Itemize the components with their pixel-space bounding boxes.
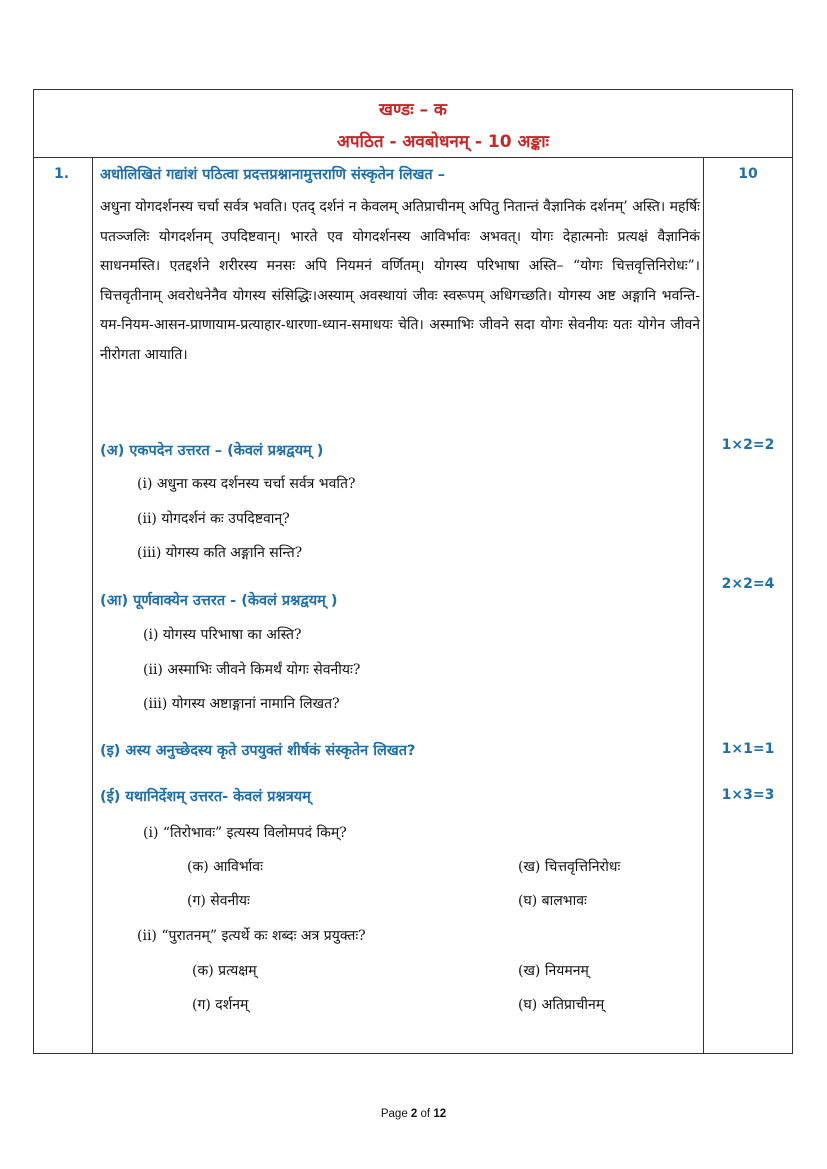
q2-option-kha: (ख) नियमनम्: [518, 963, 589, 979]
q1-option-kha: (ख) चित्तवृत्तिनिरोधः: [518, 859, 621, 875]
part-aa-question-3: (iii) योगस्य अष्टाङ्गानां नामानि लिखत?: [143, 696, 340, 712]
q1-option-ga: (ग) सेवनीयः: [187, 893, 250, 909]
page-word: Page: [380, 1108, 408, 1120]
q2-option-ga: (ग) दर्शनम्: [192, 997, 249, 1013]
page-current: 2: [410, 1108, 418, 1120]
number-column-divider: [92, 157, 93, 1054]
section-subtitle: अपठित - अवबोधनम् - 10 अङ्काः: [336, 132, 550, 152]
q2-option-gha: (घ) अतिप्राचीनम्: [518, 997, 605, 1013]
part-a-question-2: (ii) योगदर्शनं कः उपदिष्टवान्?: [137, 511, 290, 527]
q2-option-ka: (क) प्रत्यक्षम्: [192, 963, 257, 979]
part-ii-question-2: (ii) “पुरातनम्” इत्यर्थे कः शब्दः अत्र प्रयुक्तः?: [137, 928, 366, 944]
part-i-marks: 1×1=1: [721, 741, 775, 757]
part-aa-marks: 2×2=4: [721, 576, 775, 592]
marks-column-divider: [703, 157, 704, 1054]
question-number: 1.: [54, 166, 70, 182]
q1-option-ka: (क) आविर्भावः: [187, 859, 263, 875]
q1-option-gha: (घ) बालभावः: [518, 893, 587, 909]
passage-text: अधुना योगदर्शनस्य चर्चा सर्वत्र भवति। एतद् दर्शनं न केवलम् अतिप्राचीनम् अपितु नितान्तं वैज्ञानिकं दर्शनम्’ अस्ति। महर्षिः पतञ्जलिः योगदर्शनम् उपदिष्टवान्। भारते एव योगदर्शनस्य आविर्भावः अभवत्। योगः देहात्मनोः प्रत्यक्षं वैज्ञानिकं साधनमस्ति। एतद्दर्शने शरीरस्य मनसः अपि नियमनं वर्णितम्। योगस्य परिभाषा अस्ति– “योगः चित्तवृत्तिनिरोधः”। चित्तवृतीनाम् अवरोधनेनैव योगस्य संसिद्धिः।अस्याम् अवस्थायां जीवः स्वरूपम् अधिगच्छति। योगस्य अष्ट अङ्गानि भवन्ति- यम-नियम-आसन-प्राणायाम-प्रत्याहार-धारणा-ध्यान-समाधयः चेति। अस्माभिः जीवने सदा योगः सेवनीयः यतः योगेन जीवने नीरोगता आयाति।: [100, 199, 700, 363]
page-of: of: [420, 1108, 431, 1120]
part-a-heading: (अ) एकपदेन उत्तरत – (केवलं प्रश्नद्वयम् ): [100, 443, 324, 459]
part-aa-question-2: (ii) अस्माभिः जीवने किमर्थं योगः सेवनीयः?: [143, 662, 361, 678]
part-ii-heading: (ई) यथानिर्देशम् उत्तरत- केवलं प्रश्नत्रयम्: [100, 789, 311, 805]
question-instruction: अधोलिखितं गद्यांशं पठित्वा प्रदत्तप्रश्नानामुत्तराणि संस्कृतेन लिखत –: [100, 167, 445, 183]
page-footer: [0, 1108, 827, 1120]
part-aa-heading: (आ) पूर्णवाक्येन उत्तरत - (केवलं प्रश्नद्वयम् ): [100, 593, 338, 609]
total-marks: 10: [738, 166, 758, 182]
part-i-heading: (इ) अस्य अनुच्छेदस्य कृते उपयुक्तं शीर्षकं संस्कृतेन लिखत?: [100, 743, 416, 759]
part-a-marks: 1×2=2: [721, 437, 775, 453]
part-ii-marks: 1×3=3: [721, 787, 775, 803]
part-a-question-3: (iii) योगस्य कति अङ्गानि सन्ति?: [137, 545, 303, 561]
section-title: खण्डः – क: [379, 100, 447, 120]
part-a-question-1: (i) अधुना कस्य दर्शनस्य चर्चा सर्वत्र भवति?: [137, 476, 356, 492]
page-total: 12: [433, 1108, 447, 1120]
header-divider: [33, 157, 793, 158]
part-ii-question-1: (i) “तिरोभावः” इत्यस्य विलोमपदं किम्?: [143, 825, 347, 841]
part-aa-question-1: (i) योगस्य परिभाषा का अस्ति?: [143, 627, 302, 643]
